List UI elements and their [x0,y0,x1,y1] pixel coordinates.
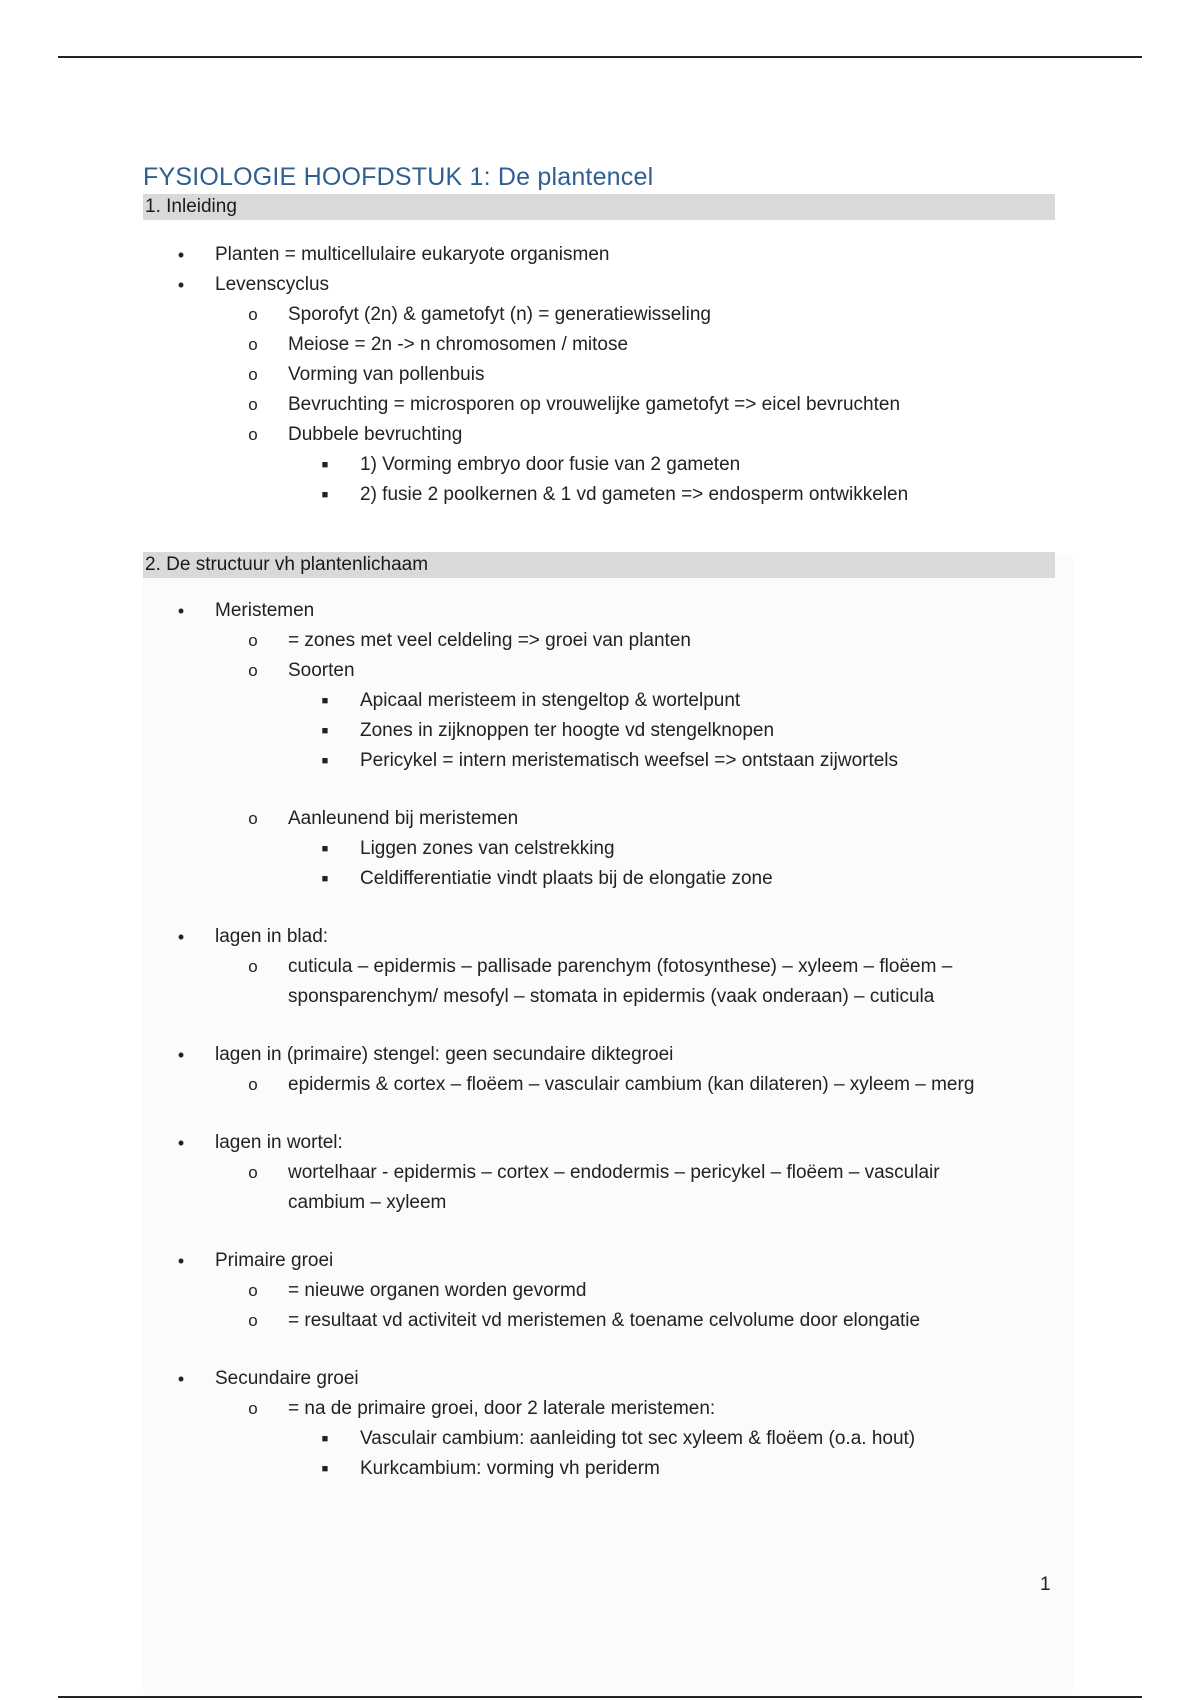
square-bullet-icon: ■ [321,489,329,501]
square-bullet-icon: ■ [321,1463,329,1475]
list-item: ■ Apicaal meristeem in stengeltop & wortelpunt [143,686,1055,716]
list-item: o = zones met veel celdeling => groei van planten [143,626,1055,656]
circle-bullet-icon: o [248,631,258,650]
bullet-icon: • [177,245,185,265]
list-item: o epidermis & cortex – floëem – vasculair cambium (kan dilateren) – xyleem – merg [143,1070,1055,1100]
page-number: 1 [1040,1574,1051,1595]
circle-bullet-icon: o [248,957,258,976]
circle-bullet-icon: o [248,425,258,444]
section-heading-inleiding: 1. Inleiding [143,194,1055,220]
square-bullet-icon: ■ [321,1433,329,1445]
page-content [143,160,1055,1484]
list-item: o wortelhaar - epidermis – cortex – endodermis – pericykel – floëem – vasculair cambium – xyleem [143,1158,1055,1218]
list-item: o = na de primaire groei, door 2 laterale meristemen: [143,1394,1055,1424]
list-item: • lagen in (primaire) stengel: geen secundaire diktegroei [143,1040,1055,1070]
list-item: ■ Kurkcambium: vorming vh periderm [143,1454,1055,1484]
circle-bullet-icon: o [248,395,258,414]
square-bullet-icon: ■ [321,843,329,855]
list-item: • Secundaire groei [143,1364,1055,1394]
list-item: • Primaire groei [143,1246,1055,1276]
section-heading-structuur: 2. De structuur vh plantenlichaam [143,552,1055,578]
spacer [143,1100,1055,1128]
circle-bullet-icon: o [248,1311,258,1330]
list-item: o Aanleunend bij meristemen [143,804,1055,834]
list-item: • lagen in blad: [143,922,1055,952]
circle-bullet-icon: o [248,661,258,680]
circle-bullet-icon: o [248,809,258,828]
list-item: • Planten = multicellulaire eukaryote organismen [143,240,1055,270]
list-item: ■ 2) fusie 2 poolkernen & 1 vd gameten => endosperm ontwikkelen [143,480,1055,510]
list-item: o Soorten [143,656,1055,686]
circle-bullet-icon: o [248,1075,258,1094]
spacer [143,894,1055,922]
list-item: ■ Zones in zijknoppen ter hoogte vd stengelknopen [143,716,1055,746]
list-item: o Dubbele bevruchting [143,420,1055,450]
square-bullet-icon: ■ [321,873,329,885]
list-item: ■ Pericykel = intern meristematisch weefsel => ontstaan zijwortels [143,746,1055,776]
page-title: FYSIOLOGIE HOOFDSTUK 1: De plantencel [143,163,654,191]
list-item: o Vorming van pollenbuis [143,360,1055,390]
circle-bullet-icon: o [248,365,258,384]
list-item: o = resultaat vd activiteit vd meristemen & toename celvolume door elongatie [143,1306,1055,1336]
section-list-inleiding [143,240,1055,510]
list-item: o cuticula – epidermis – pallisade parenchym (fotosynthese) – xyleem – floëem – sponsparenchym/ mesofyl – stomata in epidermis (vaak onderaan) – cuticula [143,952,1055,1012]
bullet-icon: • [177,1369,185,1389]
list-item: o Meiose = 2n -> n chromosomen / mitose [143,330,1055,360]
spacer [143,1336,1055,1364]
bullet-icon: • [177,1045,185,1065]
circle-bullet-icon: o [248,1399,258,1418]
bullet-icon: • [177,1251,185,1271]
list-item: • Meristemen [143,596,1055,626]
list-item: ■ Vasculair cambium: aanleiding tot sec xyleem & floëem (o.a. hout) [143,1424,1055,1454]
circle-bullet-icon: o [248,335,258,354]
header-rule [58,56,1142,58]
square-bullet-icon: ■ [321,725,329,737]
list-item: o Sporofyt (2n) & gametofyt (n) = generatiewisseling [143,300,1055,330]
spacer [143,776,1055,804]
square-bullet-icon: ■ [321,755,329,767]
spacer [143,1218,1055,1246]
bullet-icon: • [177,275,185,295]
square-bullet-icon: ■ [321,459,329,471]
circle-bullet-icon: o [248,1163,258,1182]
bullet-icon: • [177,927,185,947]
circle-bullet-icon: o [248,1281,258,1300]
list-item: • lagen in wortel: [143,1128,1055,1158]
list-item: o = nieuwe organen worden gevormd [143,1276,1055,1306]
circle-bullet-icon: o [248,305,258,324]
list-item: ■ 1) Vorming embryo door fusie van 2 gameten [143,450,1055,480]
bullet-icon: • [177,601,185,621]
list-item: o Bevruchting = microsporen op vrouwelijke gametofyt => eicel bevruchten [143,390,1055,420]
list-item: • Levenscyclus [143,270,1055,300]
square-bullet-icon: ■ [321,695,329,707]
list-item: ■ Liggen zones van celstrekking [143,834,1055,864]
bullet-icon: • [177,1133,185,1153]
section-list-structuur [143,596,1055,1484]
footer-rule [58,1696,1142,1698]
spacer [143,1012,1055,1040]
list-item: ■ Celdifferentiatie vindt plaats bij de elongatie zone [143,864,1055,894]
